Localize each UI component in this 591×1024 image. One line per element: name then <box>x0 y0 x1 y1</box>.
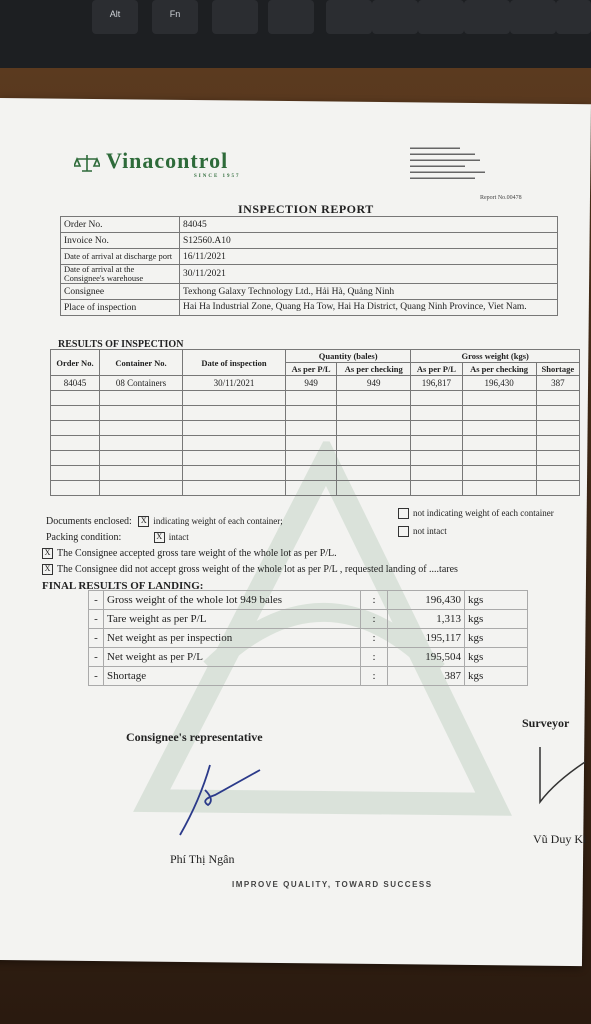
final-results-title: FINAL RESULTS OF LANDING: <box>42 580 204 592</box>
documents-label: Documents enclosed: <box>46 516 132 527</box>
final-unit: kgs <box>465 648 528 667</box>
keyboard-key <box>212 0 258 34</box>
table-row <box>61 265 558 284</box>
row-colon: : <box>361 648 388 667</box>
table-row <box>51 481 580 496</box>
table-row <box>61 284 558 300</box>
checkbox-packing-not-intact <box>398 526 409 537</box>
final-label: Tare weight as per P/L <box>104 610 361 629</box>
info-value: 16/11/2021 <box>180 249 558 265</box>
col-date: Date of inspection <box>183 350 286 376</box>
row-dash: - <box>89 610 104 629</box>
keyboard-key <box>372 0 418 34</box>
cell: 196,430 <box>462 376 536 391</box>
keyboard <box>0 0 591 68</box>
keyboard-key-alt: Alt <box>92 0 138 34</box>
info-label: Consignee <box>61 284 180 300</box>
info-label: Date of arrival at the Consignee's warehouse <box>61 265 180 284</box>
table-row <box>89 629 528 648</box>
final-value: 195,504 <box>388 648 465 667</box>
packing-option-intact: intact <box>168 532 189 542</box>
col-qty-checking: As per checking <box>337 363 411 376</box>
final-value: 1,313 <box>388 610 465 629</box>
col-container-no: Container No. <box>100 350 183 376</box>
documents-line <box>46 516 283 527</box>
table-row <box>61 233 558 249</box>
footer-slogan: IMPROVE QUALITY, TOWARD SUCCESS <box>232 880 433 889</box>
info-value: Texhong Galaxy Technology Ltd., Hải Hà, Quảng Ninh <box>180 284 558 300</box>
results-table <box>50 349 580 496</box>
docs-option-not-indicating: not indicating weight of each container <box>413 508 554 518</box>
col-qty-pl: As per P/L <box>286 363 337 376</box>
col-shortage: Shortage <box>536 363 579 376</box>
consignee-label: Consignee's representative <box>126 730 263 744</box>
table-row <box>61 249 558 265</box>
checkbox-docs-not-indicating <box>398 508 409 519</box>
scales-logo-icon <box>74 154 100 172</box>
keyboard-key <box>556 0 591 34</box>
final-label: Shortage <box>104 667 361 686</box>
final-label: Net weight as per P/L <box>104 648 361 667</box>
docs-option-indicating: indicating weight of each container; <box>153 516 283 526</box>
row-colon: : <box>361 591 388 610</box>
checkbox-not-accepted: X <box>42 564 53 575</box>
row-colon: : <box>361 610 388 629</box>
cell: 196,817 <box>411 376 462 391</box>
col-order-no: Order No. <box>51 350 100 376</box>
row-dash: - <box>89 629 104 648</box>
info-label: Place of inspection <box>61 300 180 316</box>
row-dash: - <box>89 591 104 610</box>
final-label: Net weight as per inspection <box>104 629 361 648</box>
info-value: S12560.A10 <box>180 233 558 249</box>
info-label: Order No. <box>61 217 180 233</box>
table-row <box>51 421 580 436</box>
col-quantity: Quantity (bales) <box>286 350 411 363</box>
keyboard-key <box>418 0 464 34</box>
info-label: Invoice No. <box>61 233 180 249</box>
table-row <box>51 376 580 391</box>
col-gross-pl: As per P/L <box>411 363 462 376</box>
table-row <box>89 648 528 667</box>
table-row <box>89 591 528 610</box>
results-title: RESULTS OF INSPECTION <box>58 339 184 350</box>
report-title: INSPECTION REPORT <box>238 202 374 216</box>
final-value: 387 <box>388 667 465 686</box>
final-unit: kgs <box>465 629 528 648</box>
table-row <box>61 217 558 233</box>
consignee-signature-icon <box>170 760 270 840</box>
cell: 08 Containers <box>100 376 183 391</box>
table-row <box>51 466 580 481</box>
table-row <box>89 610 528 629</box>
cell: 84045 <box>51 376 100 391</box>
table-row <box>89 667 528 686</box>
not-accepted-text: The Consignee did not accept gross weight of the whole lot as per P/L , requested landing of ....tares <box>57 564 458 575</box>
col-gross: Gross weight (kgs) <box>411 350 580 363</box>
info-table <box>60 216 558 316</box>
final-unit: kgs <box>465 591 528 610</box>
company-address-block: ▬▬▬▬▬▬▬▬▬▬ ▬▬▬▬▬▬▬▬▬▬▬▬▬ ▬▬▬▬▬▬▬▬▬▬▬▬▬▬ ▬▬▬▬▬▬▬▬▬▬▬ ▬▬▬▬▬▬▬▬▬▬▬▬▬▬▬ ▬▬▬▬▬▬▬▬▬▬▬▬▬ <box>410 145 485 181</box>
report-number: Report No.00478 <box>480 195 522 201</box>
company-since: SINCE 1957 <box>194 174 241 179</box>
keyboard-key <box>326 0 372 34</box>
info-value: 84045 <box>180 217 558 233</box>
table-row <box>61 300 558 316</box>
info-value: Hai Ha Industrial Zone, Quang Ha Tow, Hai Ha District, Quang Ninh Province, Viet Nam. <box>180 300 558 316</box>
row-colon: : <box>361 667 388 686</box>
checkbox-packing-intact: X <box>154 532 165 543</box>
accepted-line <box>42 548 337 559</box>
final-value: 196,430 <box>388 591 465 610</box>
info-label: Date of arrival at discharge port <box>61 249 180 265</box>
consignee-name: Phí Thị Ngân <box>170 852 235 866</box>
keyboard-key-fn: Fn <box>152 0 198 34</box>
final-results-table <box>88 590 528 686</box>
packing-option-not-intact: not intact <box>413 526 447 536</box>
company-name: Vinacontrol <box>106 148 229 173</box>
row-colon: : <box>361 629 388 648</box>
final-label: Gross weight of the whole lot 949 bales <box>104 591 361 610</box>
keyboard-key <box>268 0 314 34</box>
packing-not-intact-line <box>398 526 447 537</box>
docs-not-indicating-line <box>398 508 554 519</box>
table-row <box>51 436 580 451</box>
table-row <box>51 406 580 421</box>
not-accepted-line <box>42 564 458 575</box>
cell: 949 <box>337 376 411 391</box>
checkbox-accepted: X <box>42 548 53 559</box>
cell: 387 <box>536 376 579 391</box>
info-value: 30/11/2021 <box>180 265 558 284</box>
cell: 949 <box>286 376 337 391</box>
surveyor-signature-icon <box>535 742 591 806</box>
keyboard-key <box>464 0 510 34</box>
company-logo <box>74 148 241 179</box>
packing-line <box>46 532 189 543</box>
accepted-text: The Consignee accepted gross tare weight of the whole lot as per P/L. <box>57 548 337 559</box>
row-dash: - <box>89 648 104 667</box>
checkbox-docs-indicating: X <box>138 516 149 527</box>
final-value: 195,117 <box>388 629 465 648</box>
col-gross-checking: As per checking <box>462 363 536 376</box>
table-row <box>51 391 580 406</box>
keyboard-key <box>510 0 556 34</box>
packing-label: Packing condition: <box>46 532 122 543</box>
row-dash: - <box>89 667 104 686</box>
table-header-row <box>51 350 580 363</box>
table-row <box>51 451 580 466</box>
cell: 30/11/2021 <box>183 376 286 391</box>
final-unit: kgs <box>465 667 528 686</box>
keyboard-row <box>0 0 591 40</box>
surveyor-label: Surveyor <box>522 716 570 730</box>
surveyor-name: Vũ Duy Ki <box>533 832 587 846</box>
final-unit: kgs <box>465 610 528 629</box>
